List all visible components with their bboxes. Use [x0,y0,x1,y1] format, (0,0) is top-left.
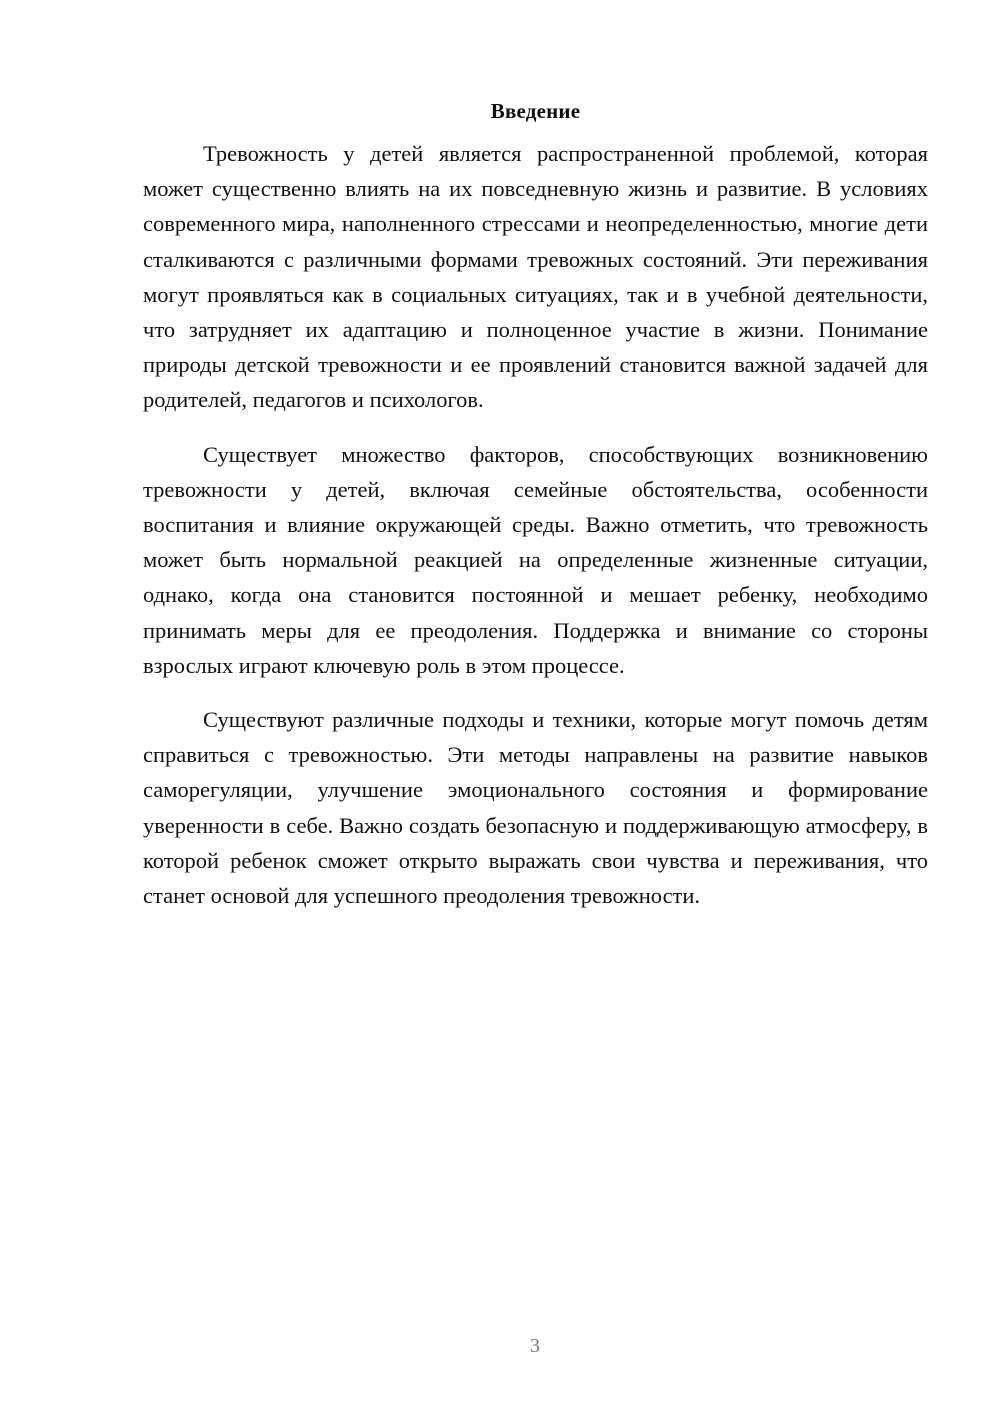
paragraph-2: Существует множество факторов, способствующих возникновению тревожности у детей, включая семейные обстоятельства, особенности воспитания и влияние окружающей среды. Важно отметить, что тревожность может быть нормальной реакцией на определенные жизненные ситуации, однако, когда она становится постоянной и мешает ребенку, необходимо принимать меры для ее преодоления. Поддержка и внимание со стороны взрослых играют ключевую роль в этом процессе. [143,441,928,678]
page-number: 3 [530,1335,540,1357]
page-content [143,96,928,932]
paragraph-1: Тревожность у детей является распространенной проблемой, которая может существенно влиять на их повседневную жизнь и развитие. В условиях современного мира, наполненного стрессами и неопределенностью, многие дети сталкиваются с различными формами тревожных состояний. Эти переживания могут проявляться как в социальных ситуациях, так и в учебной деятельности, что затрудняет их адаптацию и полноценное участие в жизни. Понимание природы детской тревожности и ее проявлений становится важной задачей для родителей, педагогов и психологов. [143,141,928,413]
section-title: Введение [490,99,581,123]
paragraph-3: Существуют различные подходы и техники, которые могут помочь детям справиться с тревожностью. Эти методы направлены на развитие навыков саморегуляции, улучшение эмоционального состояния и формирование уверенности в себе. Важно создать безопасную и поддерживающую атмосферу, в которой ребенок сможет открыто выражать свои чувства и переживания, что станет основой для успешного преодоления тревожности. [143,707,928,909]
